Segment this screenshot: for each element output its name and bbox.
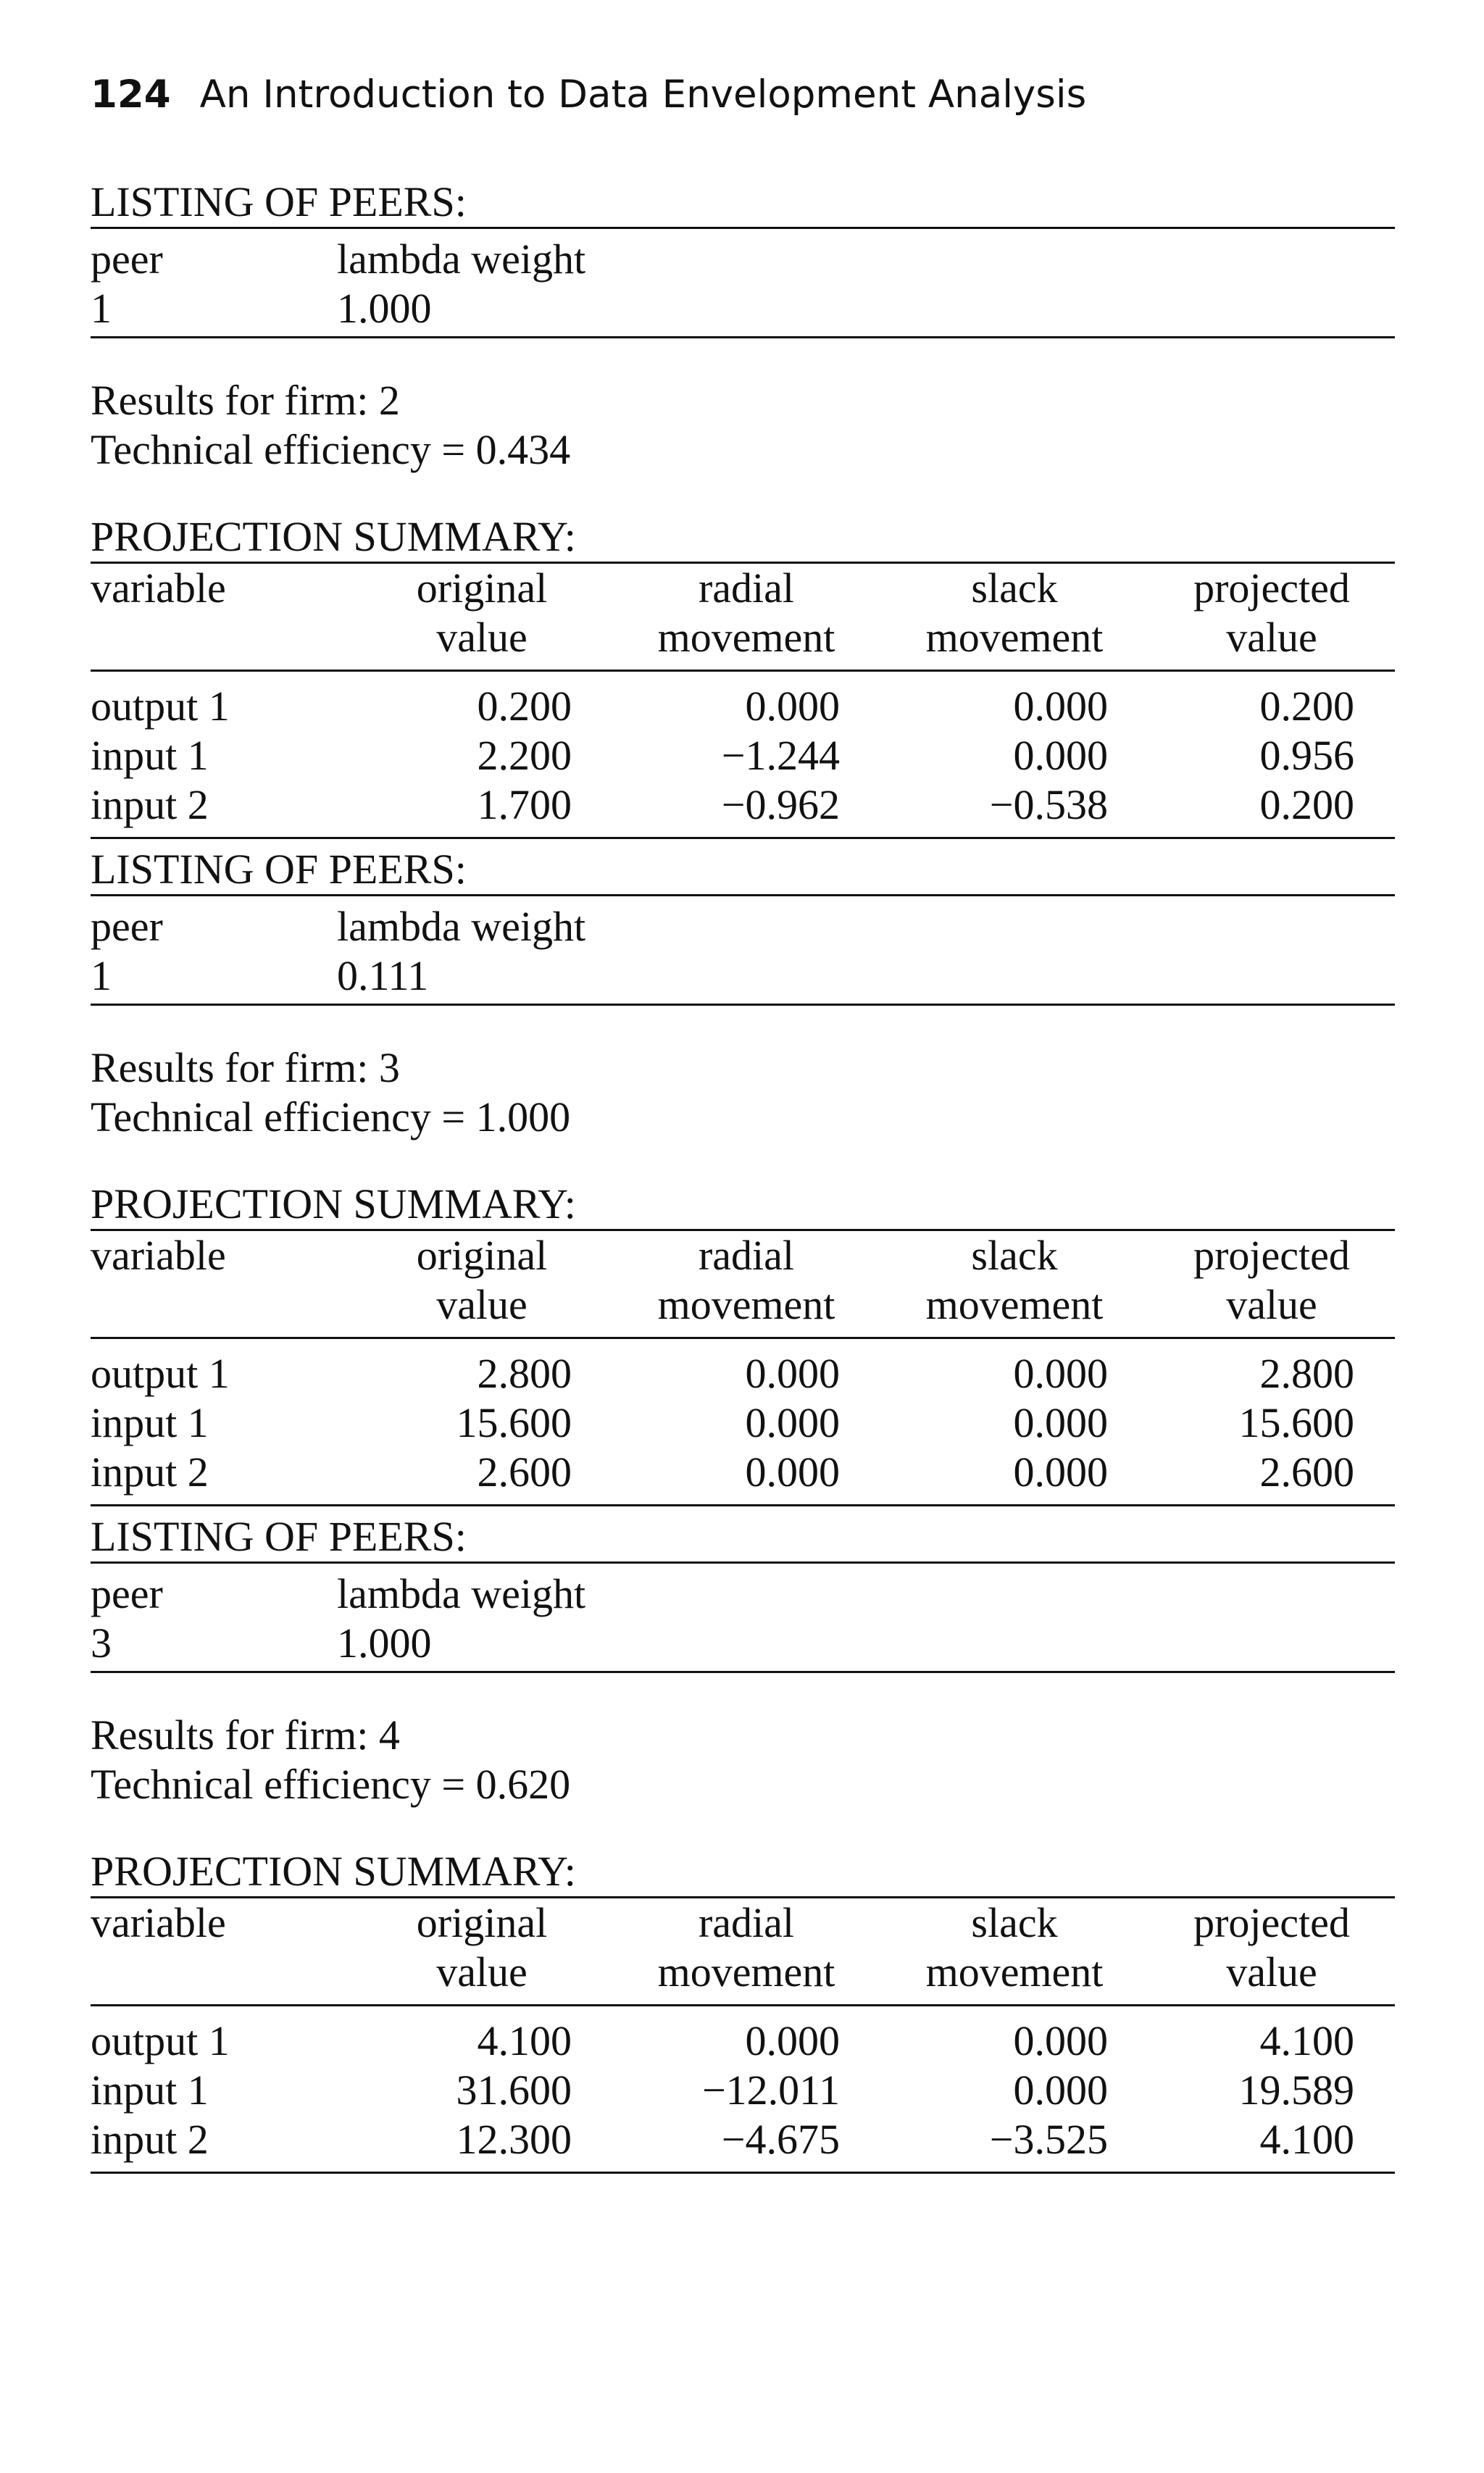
col-original: original — [416, 1232, 548, 1279]
peer-id: 3 — [91, 1619, 112, 1667]
col-projected: projected — [1193, 1232, 1350, 1279]
col-variable: variable — [91, 1232, 226, 1279]
cell-projected: 4.100 — [1259, 2017, 1354, 2064]
results-block — [91, 1043, 1395, 1142]
cell-slack: −3.525 — [989, 2116, 1108, 2163]
running-header — [91, 72, 1086, 117]
rule — [91, 837, 1395, 839]
peers-title: LISTING OF PEERS: — [91, 178, 467, 225]
cell-variable: input 2 — [91, 1448, 209, 1496]
peers-title: LISTING OF PEERS: — [91, 1513, 467, 1560]
col-projected-2: value — [1226, 1948, 1317, 1996]
cell-projected: 15.600 — [1238, 1399, 1354, 1446]
cell-projected: 0.956 — [1259, 732, 1354, 779]
results-line: Results for firm: 2 — [91, 377, 400, 424]
cell-slack: −0.538 — [989, 781, 1108, 828]
col-variable: variable — [91, 1899, 226, 1946]
cell-slack: 0.000 — [1013, 1448, 1108, 1496]
peers-block — [91, 178, 1395, 338]
cell-slack: 0.000 — [1013, 683, 1108, 730]
lambda-header: lambda weight — [337, 903, 586, 950]
peer-header: peer — [91, 235, 163, 283]
col-slack: slack — [971, 1232, 1058, 1279]
col-original: original — [416, 564, 548, 612]
cell-original: 12.300 — [456, 2116, 572, 2163]
projection-table — [91, 1898, 1395, 2172]
col-variable: variable — [91, 564, 226, 612]
table-row — [91, 2066, 1395, 2115]
rule — [91, 1504, 1395, 1506]
cell-radial: 0.000 — [745, 1448, 840, 1496]
table-row — [91, 780, 1395, 837]
efficiency-line: Technical efficiency = 0.620 — [91, 1761, 571, 1808]
col-original-2: value — [436, 1948, 528, 1996]
col-radial-2: movement — [657, 1281, 835, 1328]
cell-variable: output 1 — [91, 2017, 230, 2064]
peer-weight: 0.111 — [337, 952, 429, 999]
cell-slack: 0.000 — [1013, 1399, 1108, 1446]
rule — [91, 2172, 1395, 2174]
cell-original: 1.700 — [477, 781, 572, 828]
col-radial: radial — [698, 564, 795, 612]
cell-radial: −4.675 — [721, 2116, 840, 2163]
cell-original: 15.600 — [456, 1399, 572, 1446]
peer-row — [91, 951, 1395, 1001]
col-slack-2: movement — [925, 1948, 1104, 1996]
peer-weight: 1.000 — [337, 1619, 432, 1667]
col-original-2: value — [436, 1281, 528, 1328]
table-row — [91, 731, 1395, 780]
cell-original: 2.200 — [477, 732, 572, 779]
projection-title: PROJECTION SUMMARY: — [91, 1180, 576, 1227]
cell-variable: input 1 — [91, 2067, 209, 2114]
cell-projected: 2.600 — [1259, 1448, 1354, 1496]
projection-title: PROJECTION SUMMARY: — [91, 513, 576, 560]
results-line: Results for firm: 4 — [91, 1711, 400, 1759]
peer-id: 1 — [91, 285, 112, 332]
col-projected-2: value — [1226, 614, 1317, 661]
col-slack: slack — [971, 564, 1058, 612]
cell-variable: input 2 — [91, 2116, 209, 2163]
peers-title: LISTING OF PEERS: — [91, 846, 467, 893]
cell-radial: 0.000 — [745, 1399, 840, 1446]
cell-original: 31.600 — [456, 2067, 572, 2114]
col-original: original — [416, 1899, 548, 1946]
table-row — [91, 1339, 1395, 1398]
col-radial-2: movement — [657, 614, 835, 661]
cell-variable: output 1 — [91, 1350, 230, 1397]
peer-header: peer — [91, 1570, 163, 1617]
efficiency-line: Technical efficiency = 1.000 — [91, 1093, 571, 1140]
book-title: An Introduction to Data Envelopment Analysis — [199, 72, 1087, 117]
rule — [91, 1671, 1395, 1673]
cell-variable: input 2 — [91, 781, 209, 828]
peer-header: peer — [91, 903, 163, 950]
col-radial-2: movement — [657, 1948, 835, 1996]
cell-slack: 0.000 — [1013, 732, 1108, 779]
cell-slack: 0.000 — [1013, 2017, 1108, 2064]
col-radial: radial — [698, 1899, 795, 1946]
cell-radial: −1.244 — [721, 732, 840, 779]
lambda-header: lambda weight — [337, 1570, 586, 1617]
cell-radial: 0.000 — [745, 2017, 840, 2064]
results-line: Results for firm: 3 — [91, 1044, 400, 1091]
table-row — [91, 1448, 1395, 1504]
peers-block — [91, 1512, 1395, 1673]
cell-projected: 19.589 — [1238, 2067, 1354, 2114]
lambda-header: lambda weight — [337, 235, 586, 283]
page-content — [91, 178, 1395, 2174]
cell-radial: −12.011 — [701, 2067, 840, 2114]
table-row — [91, 1398, 1395, 1448]
cell-projected: 0.200 — [1259, 683, 1354, 730]
col-projected-2: value — [1226, 1281, 1317, 1328]
projection-table — [91, 564, 1395, 837]
cell-projected: 0.200 — [1259, 781, 1354, 828]
results-block — [91, 376, 1395, 475]
projection-table — [91, 1231, 1395, 1504]
table-row — [91, 2006, 1395, 2066]
cell-projected: 2.800 — [1259, 1350, 1354, 1397]
peer-row — [91, 1619, 1395, 1668]
col-slack: slack — [971, 1899, 1058, 1946]
peer-weight: 1.000 — [337, 285, 432, 332]
cell-original: 2.800 — [477, 1350, 572, 1397]
col-slack-2: movement — [925, 1281, 1104, 1328]
page-number: 124 — [91, 72, 171, 117]
table-row — [91, 672, 1395, 731]
cell-original: 2.600 — [477, 1448, 572, 1496]
cell-radial: −0.962 — [721, 781, 840, 828]
cell-variable: output 1 — [91, 683, 230, 730]
col-projected: projected — [1193, 564, 1350, 612]
projection-title: PROJECTION SUMMARY: — [91, 1848, 576, 1895]
results-block — [91, 1711, 1395, 1809]
efficiency-line: Technical efficiency = 0.434 — [91, 426, 571, 473]
peer-id: 1 — [91, 952, 112, 999]
cell-radial: 0.000 — [745, 1350, 840, 1397]
cell-slack: 0.000 — [1013, 1350, 1108, 1397]
cell-original: 0.200 — [477, 683, 572, 730]
peers-block — [91, 845, 1395, 1006]
rule — [91, 336, 1395, 338]
peer-row — [91, 284, 1395, 333]
cell-slack: 0.000 — [1013, 2067, 1108, 2114]
table-row — [91, 2115, 1395, 2172]
cell-original: 4.100 — [477, 2017, 572, 2064]
cell-variable: input 1 — [91, 1399, 209, 1446]
col-radial: radial — [698, 1232, 795, 1279]
col-slack-2: movement — [925, 614, 1104, 661]
cell-variable: input 1 — [91, 732, 209, 779]
col-original-2: value — [436, 614, 528, 661]
cell-projected: 4.100 — [1259, 2116, 1354, 2163]
cell-radial: 0.000 — [745, 683, 840, 730]
col-projected: projected — [1193, 1899, 1350, 1946]
rule — [91, 1004, 1395, 1006]
